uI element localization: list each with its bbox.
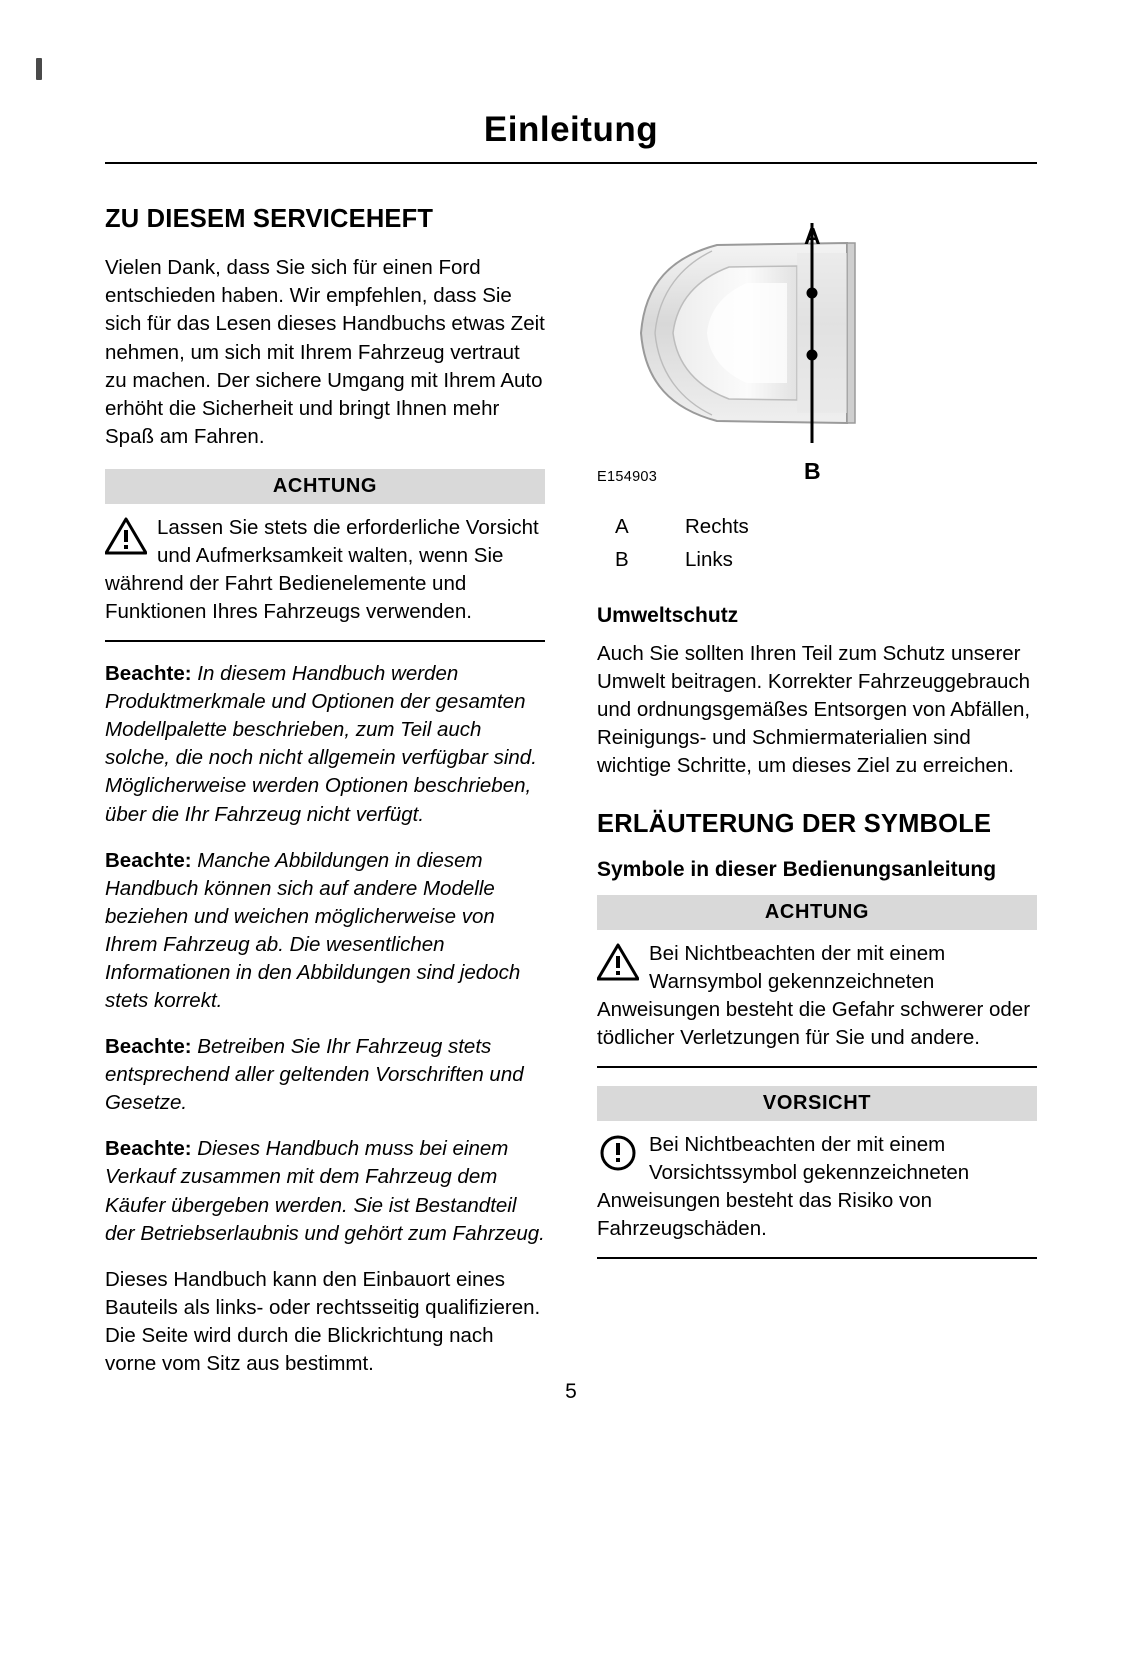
page-edge-mark [36,58,42,80]
figure-label-b: B [804,458,821,484]
legend-item [615,511,1037,544]
subsection-title-umweltschutz: Umweltschutz [597,603,739,627]
page-header [105,110,1037,164]
note-2-label: Beachte: [105,848,192,872]
legend-value-b: Links [685,547,733,571]
subsection-title-symbols-manual: Symbole in dieser Bedienungsanleitung [597,858,997,882]
warning-banner-achtung: ACHTUNG [105,469,545,504]
warning-banner-achtung-right: ACHTUNG [597,895,1037,930]
warning-triangle-icon [105,517,147,555]
intro-paragraph: Vielen Dank, dass Sie sich für einen Ford entschieden haben. Wir empfehlen, dass Sie sich für das Lesen dieses Handbuchs etwas Zeit nehmen, um sich mit Ihrem Fahrzeug vertraut zu machen. Der sichere Umgang mit Ihrem Auto erhöht die Sicherheit und bringt Ihnen mehr Spaß am Fahren. [105,256,545,448]
note-3-label: Beachte: [105,1035,192,1059]
note-4 [105,1135,545,1247]
header-divider [105,162,1037,164]
section-title-servicebook: ZU DIESEM SERVICEHEFT [105,205,434,233]
legend-item [615,544,1037,577]
legend-value-a: Rechts [685,515,749,538]
figure-code: E154903 [597,469,658,485]
note-1-text: In diesem Handbuch werden Produktmerkmale und Optionen der gesamten Modellpalette beschrieben, zum Teil auch solche, die noch nicht allgemein verfügbar sind. Möglicherweise werden Optionen beschrieben, über die Ihr Fahrzeug nicht verfügt. [105,662,537,826]
caution-banner-vorsicht: VORSICHT [597,1086,1037,1121]
note-3-text: Betreiben Sie Ihr Fahrzeug stets entsprechend aller geltenden Vorschriften und Gesetze. [105,1035,524,1115]
note-4-text: Dieses Handbuch muss bei einem Verkauf zusammen mit dem Fahrzeug dem Käufer übergeben werden. Sie ist Bestandteil der Betriebserlaubnis und gehört zum Fahrzeug. [105,1137,545,1245]
section-title-symbols: ERLÄUTERUNG DER SYMBOLE [597,810,992,839]
warning-divider-right [597,1066,1037,1068]
note-1 [105,660,545,828]
umweltschutz-paragraph: Auch Sie sollten Ihren Teil zum Schutz unserer Umwelt beitragen. Korrekter Fahrzeuggebrauch und ordnungsgemäßes Entsorgen von Abfällen, Reinigungs- und Schmiermaterialien sind wichtige Schritte, um dieses Ziel zu erreichen. [597,641,1031,778]
closing-paragraph: Dieses Handbuch kann den Einbauort eines Bauteils als links- oder rechtsseitig qualifizieren. Die Seite wird durch die Blickrichtung nach vorne vom Sitz aus bestimmt. [105,1267,541,1375]
note-3 [105,1033,545,1117]
left-column [105,205,545,1396]
warning-block-achtung [105,469,545,642]
warning-text-achtung: Lassen Sie stets die erforderliche Vorsicht und Aufmerksamkeit walten, wenn Sie während der Fahrt Bedienelemente und Funktionen Ihres Fahrzeugs verwenden. [105,515,539,624]
vehicle-orientation-figure [597,205,1037,495]
page-number: 5 [565,1380,577,1403]
legend-key-a: A [615,515,629,538]
right-column [597,205,1037,1277]
warning-triangle-icon [597,943,639,981]
caution-block-vorsicht [597,1086,1037,1259]
legend-key-b: B [615,547,629,571]
warning-text-achtung-right: Bei Nichtbeachten der mit einem Warnsymbol gekennzeichneten Anweisungen besteht die Gefahr schwerer oder tödlicher Verletzungen für Sie und andere. [597,941,1031,1049]
warning-block-achtung-right [597,895,1037,1068]
note-2 [105,847,545,1015]
note-1-label: Beachte: [105,662,192,686]
caution-text-vorsicht: Bei Nichtbeachten der mit einem Vorsichtssymbol gekennzeichneten Anweisungen besteht das Risiko von Fahrzeugschäden. [597,1132,970,1241]
figure-legend [615,511,1037,577]
note-4-label: Beachte: [105,1137,192,1161]
figure-label-a: A [804,223,821,249]
caution-divider [597,1257,1037,1259]
warning-divider [105,640,545,642]
caution-circle-icon [597,1134,639,1172]
page-title: Einleitung [483,110,659,149]
note-2-text: Manche Abbildungen in diesem Handbuch können sich auf andere Modelle beziehen und weichen möglicherweise von Ihrem Fahrzeug ab. Die wesentlichen Informationen in den Abbildungen sind jedoch stets korrekt. [105,848,521,1013]
